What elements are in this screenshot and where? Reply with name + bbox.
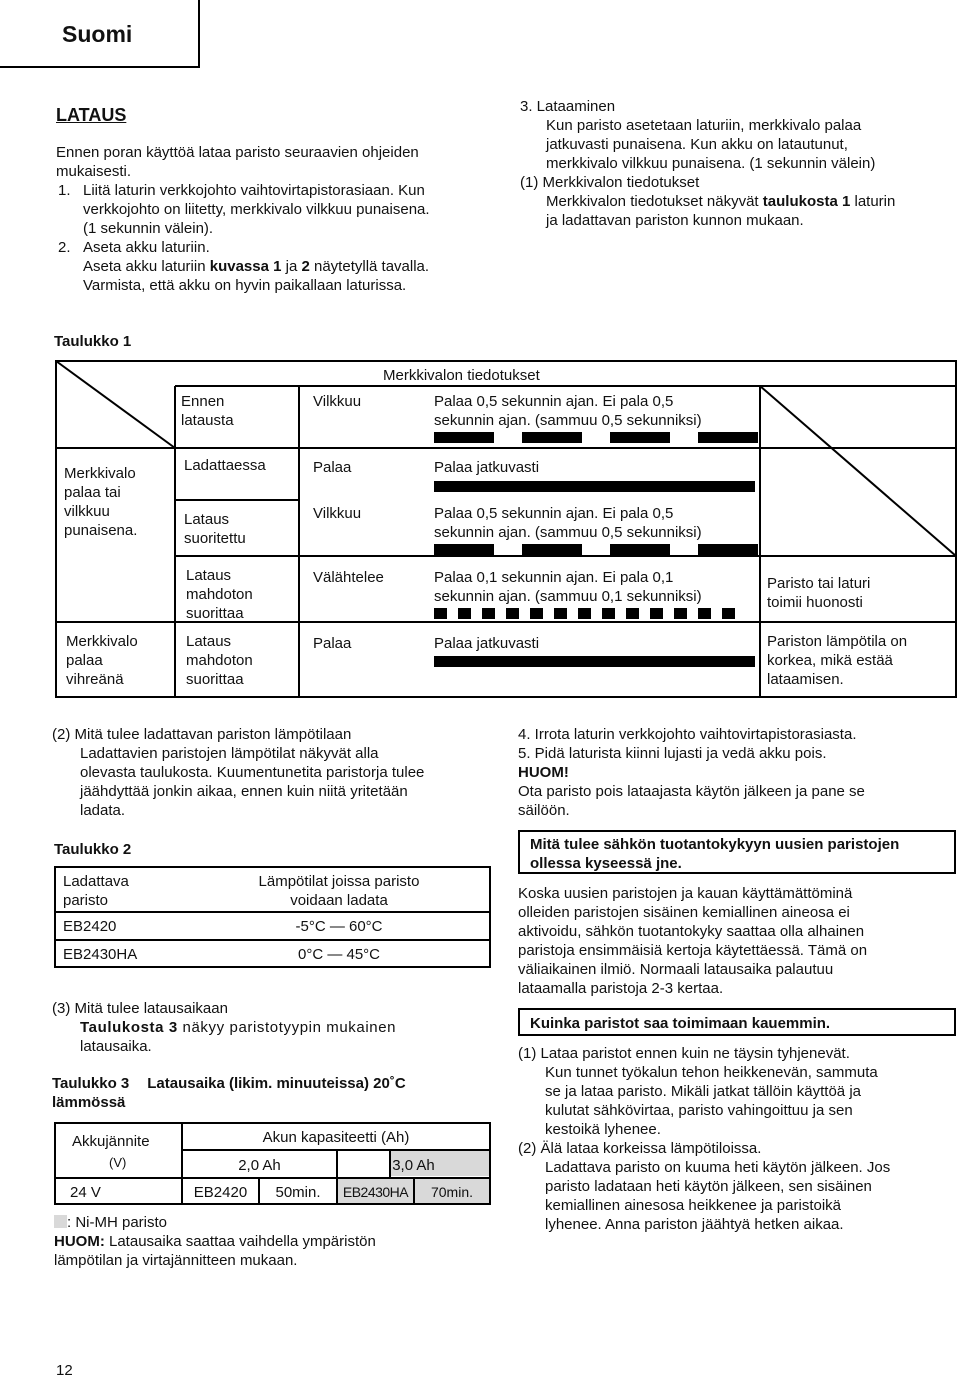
light-on-segment xyxy=(650,608,663,619)
battery-life-tips xyxy=(518,1044,958,1234)
step-line: verkkojohto on liitetty, merkkivalo vilkkuu punaisena. xyxy=(83,201,430,218)
battery-life-box xyxy=(518,1008,956,1036)
section-title: (3) Mitä tulee latausaikaan xyxy=(52,1000,228,1017)
cell-line: toimii huonosti xyxy=(767,594,863,611)
huom-note-line: lämpötilan ja virtajännitteen mukaan. xyxy=(54,1252,298,1269)
cell-line: suoritettu xyxy=(184,530,246,547)
tip-line: kemiallinen ainesosa heikkenee ja paristoikä xyxy=(545,1197,842,1214)
light-on-segment xyxy=(522,432,582,443)
done-mode: Vilkkuu xyxy=(313,505,362,522)
voltage-value: 24 V xyxy=(70,1184,101,1201)
before-label xyxy=(181,392,234,430)
table-row-range: 0°C — 45°C xyxy=(297,946,381,963)
light-on-segment xyxy=(578,608,591,619)
light-on-segment xyxy=(434,656,755,667)
cell-line: sekunnin ajan. (sammuu 0,5 sekunniksi) xyxy=(434,524,702,541)
impossible-mode-2: Palaa xyxy=(313,635,352,652)
tip-line: kestoikä lyhenee. xyxy=(545,1121,661,1138)
light-on-segment xyxy=(482,608,495,619)
cell-line: vilkkuu xyxy=(64,503,110,520)
step-5: 5. Pidä laturista kiinni lujasti ja vedä akku pois. xyxy=(518,745,827,762)
cell-line: Merkkivalo xyxy=(64,465,136,482)
voltage-unit: (V) xyxy=(109,1155,127,1170)
green-light-label xyxy=(66,632,138,689)
para-line: olleiden paristojen sisäinen kemiallinen aineosa ei xyxy=(518,904,850,921)
impossible-desc-1 xyxy=(434,568,702,606)
blink-pattern-fast xyxy=(434,608,734,620)
language-label: Suomi xyxy=(62,21,133,47)
cell-line: sekunnin ajan. (sammuu 0,1 sekunniksi) xyxy=(434,588,702,605)
sub-line: ja ladattavan pariston kunnon mukaan. xyxy=(546,212,804,229)
cell-line: palaa xyxy=(66,652,103,669)
light-on-segment xyxy=(434,544,494,555)
cell-line: Pariston lämpötila on xyxy=(767,633,908,650)
cell-line: mahdoton xyxy=(186,652,253,669)
step-2 xyxy=(56,238,496,295)
para-line: paristoja ensimmäisiä kertoja käytettäessä. Tämä on xyxy=(518,942,868,959)
light-on-segment xyxy=(674,608,687,619)
cell-line: Lataus xyxy=(184,511,230,528)
before-mode: Vilkkuu xyxy=(313,393,362,410)
new-battery-text xyxy=(518,884,958,998)
step-number: 1. xyxy=(58,182,71,199)
impossible-note-1 xyxy=(767,574,870,612)
sub-line: Merkkivalon tiedotukset näkyvät taulukosta 1 laturin xyxy=(546,193,896,210)
charging-section xyxy=(520,97,940,230)
cell-line: punaisena. xyxy=(64,522,138,539)
light-on-segment xyxy=(698,608,711,619)
caption-line: Taulukko 3 Latausaika (likim. minuuteissa) 20˚C xyxy=(52,1075,406,1092)
light-on-segment xyxy=(530,608,543,619)
before-desc xyxy=(434,392,702,430)
step-line: Varmista, että akku on hyvin paikallaan laturissa. xyxy=(83,277,407,294)
impossible-note-2 xyxy=(767,632,907,689)
light-on-segment xyxy=(610,544,670,555)
nimh-legend-swatch xyxy=(54,1215,67,1228)
tip-line: Kun tunnet työkalun tehon heikkenevän, sammuta xyxy=(545,1064,878,1081)
cell-line: vihreänä xyxy=(66,671,124,688)
section-line: Taulukosta 3 näkyy paristotyypin mukainen xyxy=(80,1019,397,1036)
light-on-segment xyxy=(434,432,494,443)
done-label xyxy=(184,510,246,548)
huom-note: HUOM: Latausaika saattaa vaihdella ympäristön xyxy=(54,1233,376,1250)
step-line: Aseta akku laturiin kuvassa 1 ja 2 näytetyllä tavalla. xyxy=(83,258,430,275)
cell-line: Ladattava xyxy=(63,873,129,890)
light-on-segment xyxy=(506,608,519,619)
para-line: väliaikainen ilmiö. Normaali latausaika palautuu xyxy=(518,961,834,978)
capacity-3-0: 3,0 Ah xyxy=(392,1157,435,1174)
cell-line: korkea, mikä estää xyxy=(767,652,893,669)
continuous-light xyxy=(434,654,755,672)
voltage-head: Akkujännite xyxy=(72,1133,150,1150)
continuous-light xyxy=(434,479,755,497)
red-light-label xyxy=(64,464,137,540)
done-desc xyxy=(434,504,702,542)
model-eb2430ha: EB2430HA xyxy=(342,1184,409,1200)
impossible-desc-2: Palaa jatkuvasti xyxy=(434,635,540,652)
para-line: Koska uusien paristojen ja kauan käyttämättöminä xyxy=(518,885,853,902)
table-3-notes xyxy=(54,1213,376,1270)
table-2-head-battery xyxy=(63,872,129,910)
table-2-head-temp xyxy=(224,872,454,910)
step-line: jatkuvasti punaisena. Kun akku on latautunut, xyxy=(546,136,848,153)
table-2-caption: Taulukko 2 xyxy=(54,841,132,858)
table-1-caption: Taulukko 1 xyxy=(54,333,132,350)
table-row-range: -5°C — 60°C xyxy=(295,918,383,935)
light-on-segment xyxy=(522,544,582,555)
cell-line: Paristo tai laturi xyxy=(767,575,871,592)
removal-section xyxy=(518,725,958,820)
impossible-label-2 xyxy=(186,632,253,689)
cell-line: Ennen xyxy=(181,393,225,410)
light-on-segment xyxy=(698,544,758,555)
tip-line: kulutat sähkövirtaa, paristo vahingoittuu ja sen xyxy=(545,1102,853,1119)
table-1 xyxy=(55,360,957,698)
table-2 xyxy=(54,866,491,968)
light-on-segment xyxy=(610,432,670,443)
caption-line: lämmössä xyxy=(52,1094,126,1111)
light-on-segment xyxy=(434,608,447,619)
step-line: Liitä laturin verkkojohto vaihtovirtapistorasiaan. Kun xyxy=(83,182,425,199)
para-line: lataamalla paristoja 2-3 kertaa. xyxy=(518,980,724,997)
intro-line: mukaisesti. xyxy=(56,163,132,180)
light-on-segment xyxy=(698,432,758,443)
cell-line: Palaa 0,5 sekunnin ajan. Ei pala 0,5 xyxy=(434,505,674,522)
section-title: (2) Mitä tulee ladattavan pariston lämpötilaan xyxy=(52,726,352,743)
cell-line: palaa tai xyxy=(64,484,121,501)
table-1-header: Merkkivalon tiedotukset xyxy=(383,367,540,384)
step-line: (1 sekunnin välein). xyxy=(83,220,214,237)
huom-line: Ota paristo pois lataajasta käytön jälkeen ja pane se xyxy=(518,783,865,800)
cell-line: voidaan ladata xyxy=(290,892,388,909)
tip-title: (2) Älä lataa korkeissa lämpötiloissa. xyxy=(518,1140,762,1157)
huom-label: HUOM! xyxy=(518,764,569,781)
cell-line: sekunnin ajan. (sammuu 0,5 sekunniksi) xyxy=(434,412,702,429)
light-on-segment xyxy=(602,608,615,619)
intro-line: Ennen poran käyttöä lataa paristo seuraavien ohjeiden xyxy=(56,144,419,161)
section-line: olevasta taulukosta. Kuumentunetita paristorja tulee xyxy=(80,764,425,781)
huom-line: säilöön. xyxy=(518,802,570,819)
table-row-model: EB2420 xyxy=(63,918,117,935)
light-on-segment xyxy=(434,481,755,492)
cell-line: Merkkivalo xyxy=(66,633,138,650)
model-eb2420: EB2420 xyxy=(193,1184,248,1201)
cell-line: Palaa 0,1 sekunnin ajan. Ei pala 0,1 xyxy=(434,569,674,586)
section-heading: LATAUS xyxy=(56,105,127,125)
light-on-segment xyxy=(626,608,639,619)
table-3 xyxy=(54,1122,491,1206)
light-on-segment xyxy=(722,608,735,619)
section-line: latausaika. xyxy=(80,1038,152,1055)
tip-line: Ladattava paristo on kuuma heti käytön jälkeen. Jos xyxy=(545,1159,891,1176)
step-line: Kun paristo asetetaan laturiin, merkkivalo palaa xyxy=(546,117,862,134)
tip-title: (1) Lataa paristot ennen kuin ne täysin tyhjenevät. xyxy=(518,1045,850,1062)
box-line: ollessa kyseessä jne. xyxy=(530,855,682,872)
capacity-head: Akun kapasiteetti (Ah) xyxy=(262,1129,410,1146)
page-number: 12 xyxy=(56,1362,73,1379)
lataus-section xyxy=(56,104,496,295)
section-line: ladata. xyxy=(80,802,126,819)
charging-mode: Palaa xyxy=(313,459,352,476)
light-on-segment xyxy=(554,608,567,619)
charging-time-section xyxy=(52,999,492,1056)
section-line: jäähdyttää jonkin aikaa, ennen kuin niitä yritetään xyxy=(80,783,408,800)
section-line: Ladattavien paristojen lämpötilat näkyvät alla xyxy=(80,745,379,762)
sub-title: (1) Merkkivalon tiedotukset xyxy=(520,174,700,191)
cell-line: Lataus xyxy=(186,567,232,584)
nimh-legend: : Ni-MH paristo xyxy=(54,1213,376,1232)
cell-line: latausta xyxy=(181,412,234,429)
step-4: 4. Irrota laturin verkkojohto vaihtovirtapistorasiasta. xyxy=(518,726,857,743)
step-1 xyxy=(56,181,496,238)
impossible-label-1 xyxy=(186,566,253,623)
new-battery-box xyxy=(518,830,956,874)
step-3-title: 3. Lataaminen xyxy=(520,98,616,115)
tip-line: lyhenee. Anna pariston jäähtyä hetken aikaa. xyxy=(545,1216,844,1233)
cell-line: Lämpötilat joissa paristo xyxy=(258,873,420,890)
cell-line: lataamisen. xyxy=(767,671,844,688)
cell-line: Lataus xyxy=(186,633,232,650)
cell-line: suorittaa xyxy=(186,671,244,688)
box-line: Mitä tulee sähkön tuotantokykyyn uusien paristojen xyxy=(530,836,900,853)
table-3-caption xyxy=(52,1074,406,1112)
impossible-mode-1: Välähtelee xyxy=(313,569,384,586)
table-row-model: EB2430HA xyxy=(63,946,138,963)
para-line: aktivoidu, sähkön tuotantokyky saattaa olla alhainen xyxy=(518,923,865,940)
step-line: merkkivalo vilkkuu punaisena. (1 sekunnin välein) xyxy=(546,155,876,172)
cell-line: paristo xyxy=(63,892,109,909)
step-number: 2. xyxy=(58,239,71,256)
cell-line: suorittaa xyxy=(186,605,244,622)
charging-desc: Palaa jatkuvasti xyxy=(434,459,540,476)
time-70: 70min. xyxy=(430,1184,474,1200)
tip-line: paristo ladataan heti käytön jälkeen, sen sisäinen xyxy=(545,1178,872,1195)
charging-label: Ladattaessa xyxy=(184,457,266,474)
capacity-2-0: 2,0 Ah xyxy=(238,1157,281,1174)
step-line: Aseta akku laturiin. xyxy=(83,239,210,256)
time-50: 50min. xyxy=(275,1184,321,1201)
cell-line: mahdoton xyxy=(186,586,253,603)
cell-line: Palaa 0,5 sekunnin ajan. Ei pala 0,5 xyxy=(434,393,674,410)
temperature-section xyxy=(52,725,492,820)
box-line: Kuinka paristot saa toimimaan kauemmin. xyxy=(530,1015,831,1032)
language-tab xyxy=(0,0,200,68)
tip-line: se ja lataa paristo. Mikäli jatkat tällöin käyttöä ja xyxy=(545,1083,861,1100)
light-on-segment xyxy=(458,608,471,619)
